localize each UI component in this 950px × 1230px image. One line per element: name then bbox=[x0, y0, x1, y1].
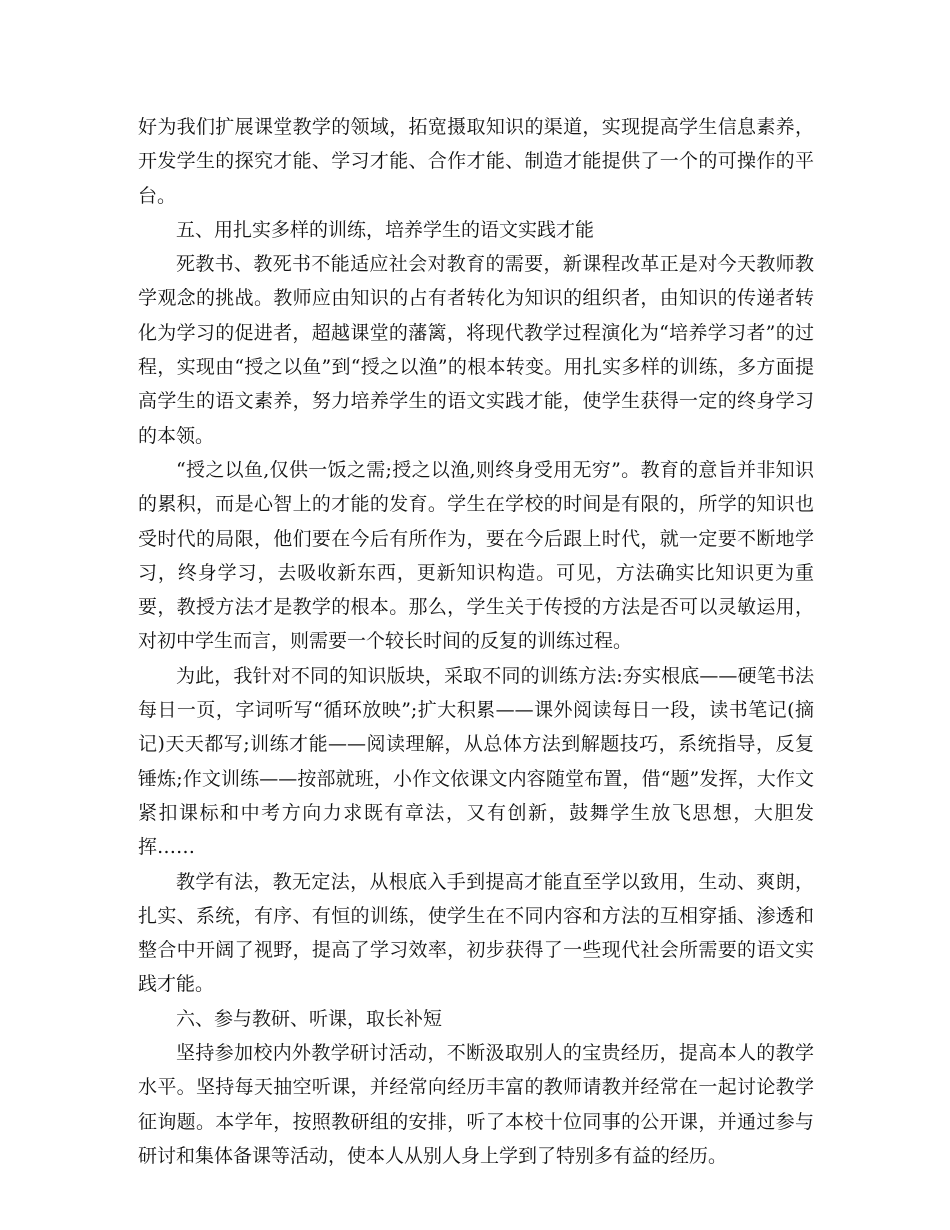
paragraph-5: 为此，我针对不同的知识版块，采取不同的训练方法:夯实根底——硬笔书法每日一页，字词听写“循环放映”;扩大积累——课外阅读每日一段，读书笔记(摘记)天天都写;训练才能——阅读理解，从总体方法到解题技巧，系统指导，反复锤炼;作文训练——按部就班，小作文依课文内容随堂布置，借“题”发挥，大作文紧扣课标和中考方向力求既有章法，又有创新，鼓舞学生放飞思想，大胆发挥…… bbox=[138, 664, 814, 859]
paragraph-3: 死教书、教死书不能适应社会对教育的需要，新课程改革正是对今天教师教学观念的挑战。教师应由知识的占有者转化为知识的组织者，由知识的传递者转化为学习的促进者，超越课堂的藩篱，将现代教学过程演化为“培养学习者”的过程，实现由“授之以鱼”到“授之以渔”的根本转变。用扎实多样的训练，多方面提高学生的语文素养，努力培养学生的语文实践才能，使学生获得一定的终身学习的本领。 bbox=[138, 253, 814, 447]
document-body bbox=[138, 110, 814, 1173]
paragraph-8: 坚持参加校内外教学研讨活动，不断汲取别人的宝贵经历，提高本人的教学水平。坚持每天抽空听课，并经常向经历丰富的教师请教并经常在一起讨论教学征询题。本学年，按照教研组的安排，听了本校十位同事的公开课，并通过参与研讨和集体备课等活动，使本人从别人身上学到了特别多有益的经历。 bbox=[138, 1042, 814, 1167]
section-heading-6: 六、参与教研、听课，取长补短 bbox=[176, 1007, 443, 1030]
paragraph-1: 好为我们扩展课堂教学的领域，拓宽摄取知识的渠道，实现提高学生信息素养，开发学生的探究才能、学习才能、合作才能、制造才能提供了一个的可操作的平台。 bbox=[138, 116, 814, 207]
section-heading-5: 五、用扎实多样的训练，培养学生的语文实践才能 bbox=[176, 218, 595, 241]
paragraph-4: “授之以鱼,仅供一饭之需;授之以渔,则终身受用无穷”。教育的意旨并非知识的累积，而是心智上的才能的发育。学生在学校的时间是有限的，所学的知识也受时代的局限，他们要在今后有所作为，要在今后跟上时代，就一定要不断地学习，终身学习，去吸收新东西，更新知识构造。可见，方法确实比知识更为重要，教授方法才是教学的根本。那么，学生关于传授的方法是否可以灵敏运用，对初中学生而言，则需要一个较长时间的反复的训练过程。 bbox=[138, 458, 814, 653]
paragraph-6: 教学有法，教无定法，从根底入手到提高才能直至学以致用，生动、爽朗，扎实、系统，有序、有恒的训练，使学生在不同内容和方法的互相穿插、渗透和整合中开阔了视野，提高了学习效率，初步获得了一些现代社会所需要的语文实践才能。 bbox=[138, 870, 814, 996]
